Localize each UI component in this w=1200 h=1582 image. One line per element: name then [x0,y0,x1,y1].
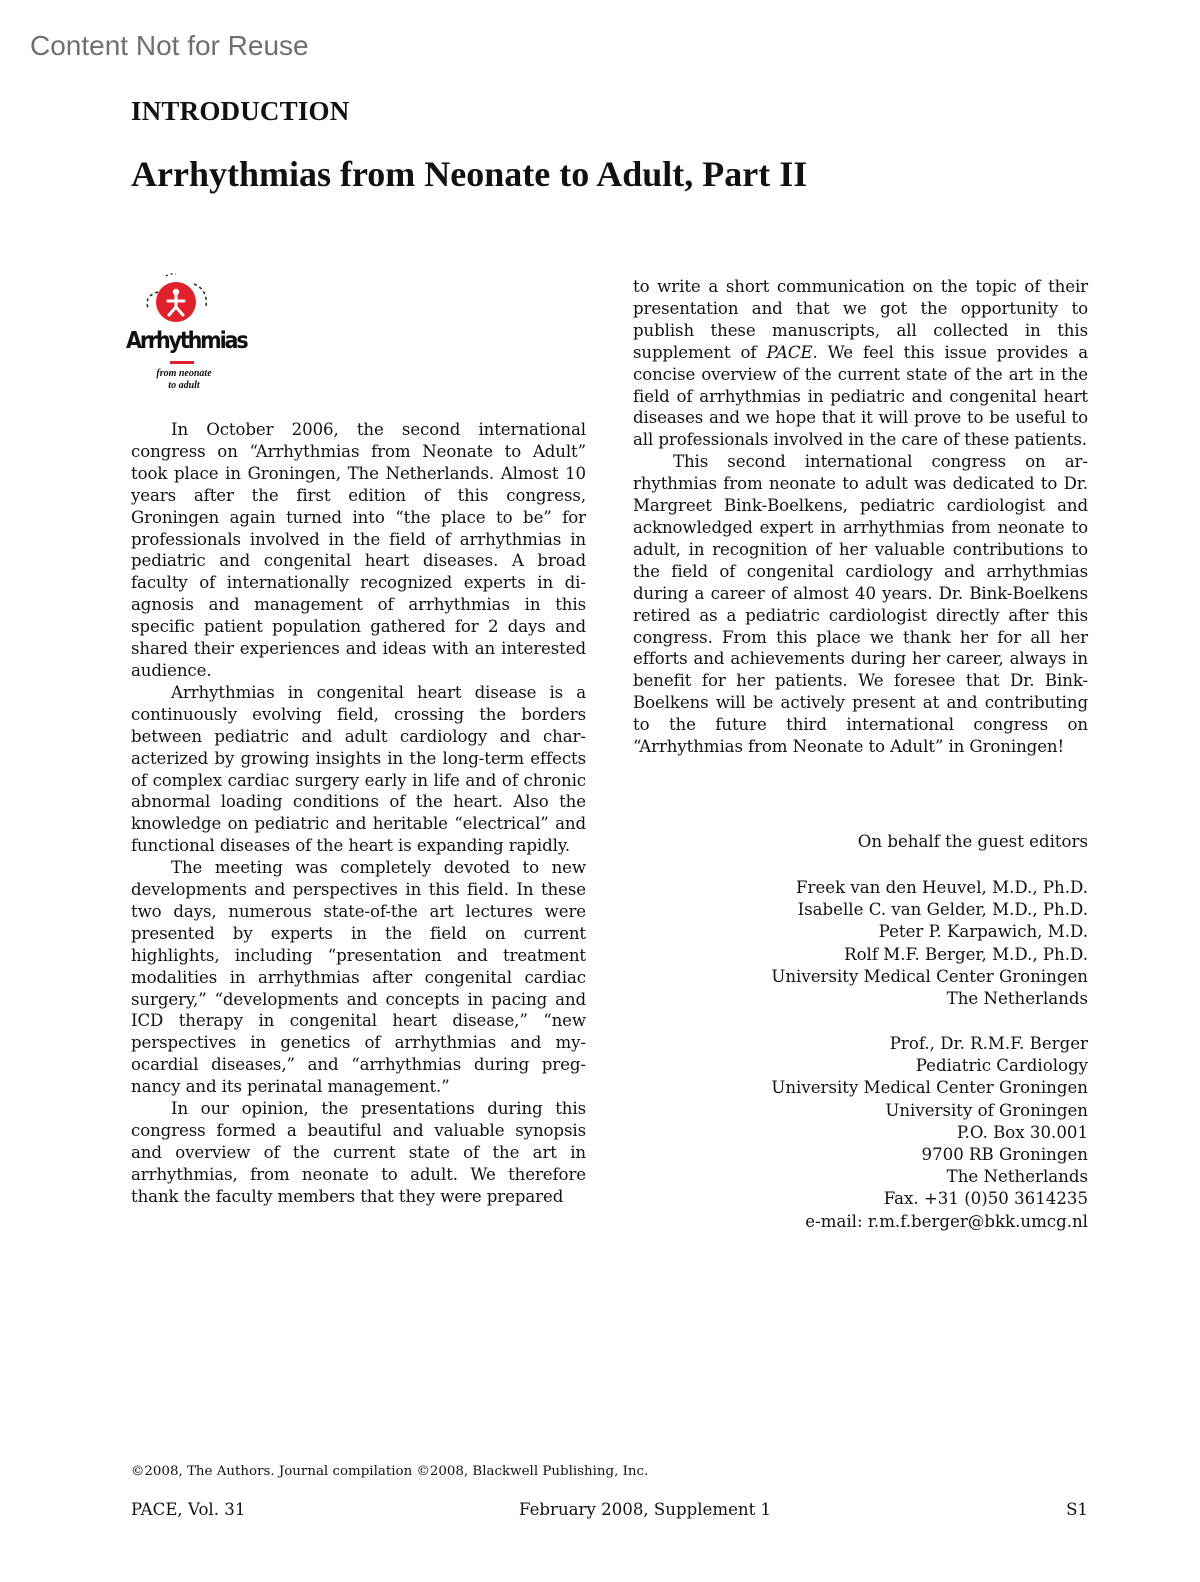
body-paragraph: In our opinion, the presentations during this congress formed a beautiful and valuable synopsis and overview of the current state of the art in arrhythmias, from neonate to adult. We therefore thank the faculty members that they were prepared [131,1099,586,1206]
address-line: University Medical Center Groningen [771,1078,1088,1098]
address-line: Prof., Dr. R.M.F. Berger [889,1034,1088,1053]
footer-issue: February 2008, Supplement 1 [519,1500,772,1519]
editor-line: The Netherlands [946,989,1088,1009]
article-title: Arrhythmias from Neonate to Adult, Part II [131,154,808,194]
correspondence-address [628,1033,1088,1233]
footer-journal: PACE, Vol. 31 [131,1500,246,1519]
logo-tagline-line2: to adult [168,380,200,391]
editor-line: Freek van den Heuvel, M.D., Ph.D. [796,878,1088,897]
logo-underline-icon [126,360,236,366]
behalf-line: On behalf the guest editors [857,832,1088,851]
editor-line: Isabelle C. van Gelder, M.D., Ph.D. [797,900,1088,920]
editor-line: Rolf M.F. Berger, M.D., Ph.D. [844,944,1088,964]
address-line: P.O. Box 30.001 [956,1122,1088,1142]
address-line: The Netherlands [946,1167,1088,1187]
copyright-notice: ©2008, The Authors. Journal compilation ©2008, Blackwell Publishing, Inc. [131,1464,649,1479]
body-paragraph: In October 2006, the second international congress on “Arrhythmias from Neonate to Adult” took place in Groningen, The Netherlands. Almost 10 years after the first edition of this congress, Groningen again turned into “the place to be” for professionals involved in the field of arrhythmias in pediatric and congenital heart diseases. A broad faculty of internationally recognized experts in diagnosis and management of arrhythmias in this specific patient population gathered for 2 days and shared their experiences and ideas with an interested audience. [131,420,586,680]
signoff-behalf [628,831,1088,853]
body-text: to write a short communication on the topic of their presentation and that we got the opportunity to publish these manuscripts, all collected in this supplement of [633,277,1088,362]
left-column [131,419,586,1208]
body-paragraph: This second international congress on arrhythmias from neonate to adult was dedicated to Dr. Margreet Bink-Boelkens, pediatric cardiologist and acknowledged expert in arrhythmias from neonate to adult, in recognition of her valuable contributions to the field of congenital cardiology and arrhythmias during a career of almost 40 years. Dr. Bink-Boelkens retired as a pediatric cardiologist directly after this congress. From this place we thank her for all her efforts and achievements during her career, always in benefit for her patients. We foresee that Dr. Bink-Boelkens will be actively present at and contributing to the future third international congress on “Arrhythmias from Neonate to Adult” in Groningen! [633,452,1088,757]
editor-line: University Medical Center Groningen [771,966,1088,986]
page-number: S1 [1066,1500,1088,1519]
address-line: Fax. +31 (0)50 3614235 [883,1189,1088,1209]
congress-logo [126,270,247,398]
watermark: Content Not for Reuse [30,30,309,61]
body-paragraph-continued [633,276,1088,451]
editor-list [628,877,1088,1010]
body-paragraph: Arrhythmias in congenital heart disease is a continuously evolving field, crossing the borders between pediatric and adult cardiology and characterized by growing insights in the long-term effects of complex cardiac surgery early in life and of chronic abnormal loading conditions of the heart. Also the knowledge on pediatric and heritable “electrical” and functional diseases of the heart is expanding rapidly. [131,682,586,856]
heart-figure-icon [126,270,236,330]
address-line: 9700 RB Groningen [921,1145,1088,1165]
email-line[interactable]: e-mail: r.m.f.berger@bkk.umcg.nl [805,1211,1088,1231]
right-column [633,276,1088,758]
journal-name: PACE [766,342,813,362]
address-line: Pediatric Cardiology [915,1056,1088,1076]
body-text: . We feel this issue provides a concise overview of the current state of the art in the field of arrhythmias in pediatric and congenital heart diseases and we hope that it will prove to be useful to all professionals involved in the care of these patients. [633,342,1088,450]
body-paragraph: The meeting was completely devoted to new developments and perspectives in this field. In these two days, numerous state-of-the art lectures were presented by experts in the field on current highlights, including “presentation and treatment modalities in arrhythmias after congenital cardiac surgery,” “developments and concepts in pacing and ICD therapy in congenital heart disease,” “new perspectives in genetics of arrhythmias and myocardial diseases,” and “arrhythmias during pregnancy and its perinatal management.” [131,858,586,1097]
logo-wordmark: Arrhythmias [126,328,247,354]
address-line: University of Groningen [885,1100,1088,1120]
logo-tagline-line1: from neonate [156,368,212,379]
section-label: INTRODUCTION [131,96,350,126]
editor-line: Peter P. Karpawich, M.D. [878,922,1088,942]
logo-tagline [134,368,234,392]
